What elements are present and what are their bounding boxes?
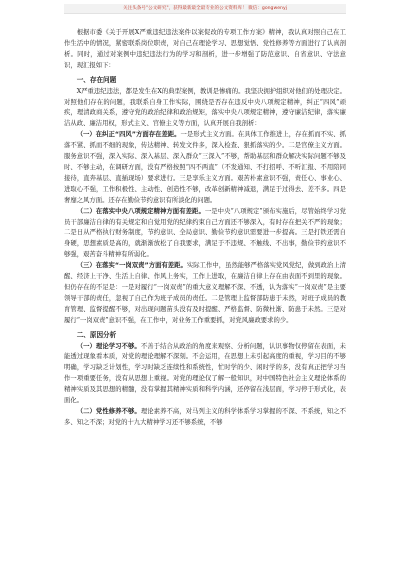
item-four-winds-lead: （一）在纠正“四风”方面存在差距。 [76, 131, 181, 139]
item-four-winds-paragraph [64, 130, 346, 206]
section-heading-causes: 二、原因分析 [76, 330, 117, 339]
intro-paragraph: 根据市委《关于开展X严重违纪违法案件以案促改的专项工作方案》精神，我认真对照自己在工作生活中的情况，紧密联系岗位职责，对自己在理论学习、思想觉悟、党性修养等方面进行了认真剖析。同时，通过对案例中违纪违法行为的学习和剖析，进一步增强了防范意识、自省意识、守法意识，现汇报如下： [64, 29, 346, 69]
cause-party-spirit-paragraph [64, 407, 346, 429]
item-eight-rules-paragraph [64, 207, 346, 262]
item-dual-duty-body: 实际工作中，虽然能够严格落实党风党纪，做到政治上清醒、经济上干净、生活上自律、作风上务实，工作上进取，在廉洁自律上存在由表面不到里的现象。但仍存在的不足是：一是对履行“一岗双责”的重大意义理解不深、不透，认为落实“一岗双责”是主要领导干部的责任，忽视了自己作为班子成员的责任。二是管理上监督部防患于未然，对班子成员的教育管理、监督提醒不够，对出现问题苗头没有及时提醒、严格监督、防微杜渐、防患于未然。三是对履行“一岗双责”意识不强，在工作中，对业务工作重要抓，对党风廉政要求的少。 [64, 262, 346, 324]
item-eight-rules-body: 一是中央“八项规定”颁布实施后，尽管始终学习党员干部廉洁自律的有关规定和自觉用党的纪律约束自己方面还不够深入，有时存在把关不严的现象；二是日从严格执行财务制度，节约意识、全局意识、勤俭节约意识需要进一步提高。三是打铁还需自身硬，思想素质是高的，就渐渐放松了自我要求，满足于不违规、不触线、不出事，勤俭节约意识不够强，艰苦奋斗精神有所弱化。 [64, 207, 346, 259]
cause-theory-paragraph [64, 342, 346, 407]
section-heading-problems: 一、存在问题 [76, 75, 117, 84]
item-dual-duty-paragraph [64, 261, 346, 326]
document-body [64, 28, 346, 429]
watermark-banner: 关注头条号"公文研究"，获得最新最全最专业的公文资料库！ 微信：gongwenyj [64, 4, 346, 14]
item-dual-duty-lead: （三）在落实“一岗双责”方面有差距。 [76, 262, 187, 270]
cause-party-spirit-body: 理论素养不高，对马列主义的科学体系学习掌握的不深、不系统，知之不多、知之不深；对党的十九大精神学习还不够系统，不够 [64, 408, 346, 426]
cause-theory-lead: （一）理论学习不够。 [76, 342, 141, 350]
item-four-winds-body: 一是形式主义方面。在具体工作推进上，存在抓而不实、抓落不紧、抓而不细的现象，传达精神、转发文件多，深入检查、狠抓落实的少。二是官僚主义方面。服务意识不强，深入实际、深入基层、深入群众“三深入”不够，帮助基层和群众解决实际问题不够及时、不够主动，在调研方面，没有严格按照“四不两直”（不发通知、不打招呼、不听汇报、不用陪同接待，直奔基层、直插现场）要求进行。三是享乐主义方面。艰苦朴素意识不强，责任心、事业心、进取心不强，工作积极性、主动性、创造性不够，改革创新精神减退，满足于过得去、差不多。四是奢靡之风方面。还存在勤俭节约意识有所淡化的问题。 [64, 131, 346, 204]
cause-theory-body: 不善于结合从政治的角度来观察、分析问题，认识事物仅停留在表面，未能透过现象看本质，对党的理论理解不深刻。不会运用，在思想上未引起高度的重视，学习目的不够明确，学习缺乏计划性，学习时缺乏连续性和系统性，忙时学的少、闲时学的多，没有真正把学习当作一项重要任务，没有从思想上重视。对党的理论仅了解一般知识，对中国特色社会主义理论体系的精神实质及其思想的精髓，没有掌握其精神实质和科学内涵，还停留在浅层面，学习停于形式化，表面化。 [64, 342, 346, 405]
item-eight-rules-lead: （二）在落实中央八项规定精神方面有差距。 [76, 207, 205, 215]
problems-intro-paragraph: X严重违纪违法，都是发生在X的典型案例，教训是惨痛的。我坚决拥护组织对他们的处理决定。对照他们存在的问题，我联系自身工作实际，围绕是否存在违反中央八项规定精神，纠正“四风”顽疾，理清政商关系，遵守党的政治纪律和政治规矩，落实中央八项规定精神，遵守廉洁纪律，落实廉洁从政、廉洁用权，形式主义、官僚主义等方面，认真开展自我剖析： [64, 87, 346, 128]
cause-party-spirit-lead: （二）党性修养不够。 [76, 408, 141, 415]
